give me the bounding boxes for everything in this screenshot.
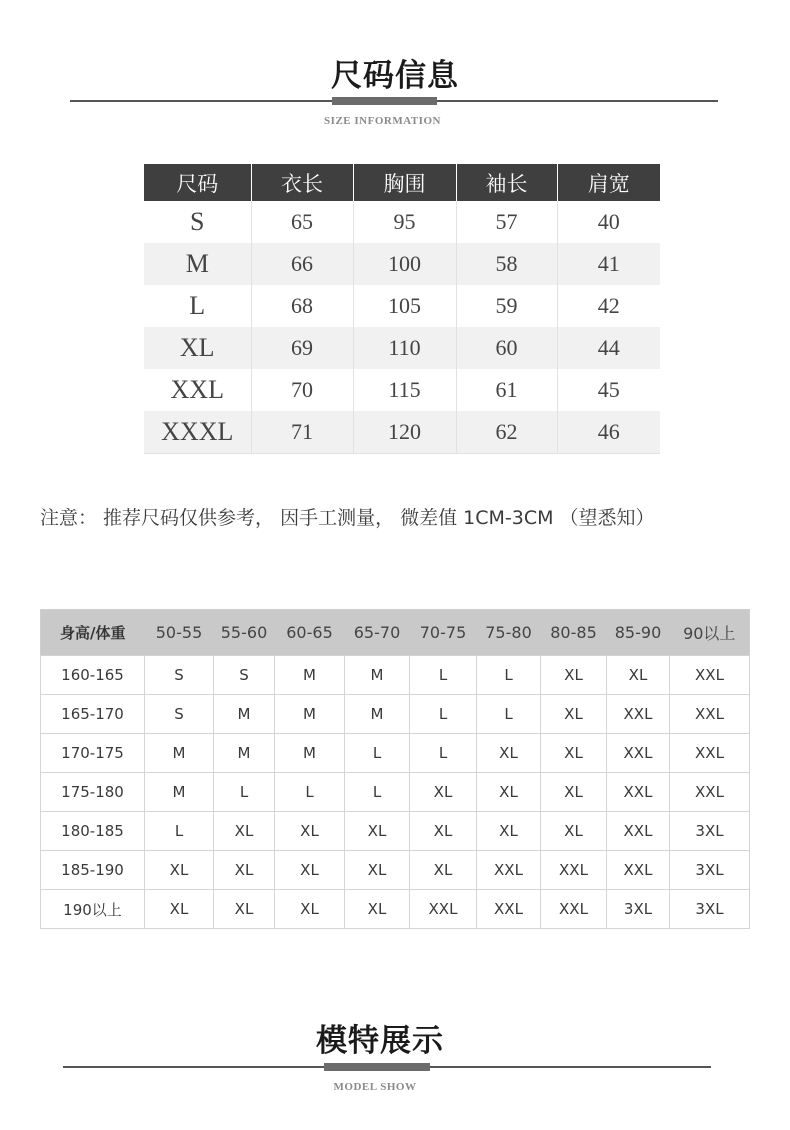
measurement-note: 注意： 推荐尺码仅供参考， 因手工测量， 微差值 1CM-3CM （望悉知）: [40, 507, 655, 529]
model-show-divider-accent: [324, 1063, 430, 1071]
rec-size-cell: XL: [541, 656, 607, 695]
rec-size-cell: M: [345, 656, 410, 695]
rec-size-cell: 3XL: [607, 890, 670, 929]
table-row: [41, 773, 750, 812]
shoulder-cell: 41: [557, 243, 660, 285]
rec-header-weight: 60-65: [275, 610, 345, 656]
rec-size-cell: XXL: [607, 734, 670, 773]
rec-header-weight: 85-90: [607, 610, 670, 656]
rec-size-cell: M: [145, 773, 214, 812]
sleeve-cell: 59: [456, 285, 557, 327]
rec-size-cell: XXL: [607, 695, 670, 734]
rec-size-cell: XL: [541, 773, 607, 812]
rec-size-cell: L: [410, 656, 477, 695]
rec-size-cell: M: [214, 695, 275, 734]
size-table-header-shoulder: 肩宽: [557, 164, 660, 201]
size-info-header: [0, 50, 790, 95]
size-cell: XL: [144, 327, 251, 369]
size-info-divider-accent: [332, 97, 437, 105]
rec-size-cell: XXL: [541, 851, 607, 890]
size-table: [144, 164, 660, 454]
sleeve-cell: 61: [456, 369, 557, 411]
length-cell: 69: [251, 327, 353, 369]
size-cell: S: [190, 207, 205, 236]
rec-size-cell: L: [410, 695, 477, 734]
table-row: [144, 243, 660, 285]
chest-cell: 120: [353, 411, 456, 454]
size-cell: M: [144, 243, 251, 285]
table-row: [41, 851, 750, 890]
rec-size-cell: L: [214, 773, 275, 812]
height-cell: 170-175: [41, 734, 145, 773]
rec-size-cell: XXL: [670, 656, 750, 695]
rec-size-cell: S: [145, 656, 214, 695]
rec-size-cell: XL: [410, 851, 477, 890]
rec-size-cell: XXL: [410, 890, 477, 929]
rec-size-cell: XXL: [670, 695, 750, 734]
rec-header-weight: 65-70: [345, 610, 410, 656]
size-cell: XXXL: [144, 411, 251, 454]
rec-table-header-row: [41, 610, 750, 656]
rec-header-weight: 80-85: [541, 610, 607, 656]
length-cell: 65: [251, 201, 353, 243]
size-table-header-row: [144, 164, 660, 201]
rec-size-cell: L: [345, 734, 410, 773]
rec-header-weight: 90以上: [670, 610, 750, 656]
rec-size-cell: XL: [214, 890, 275, 929]
table-row: [144, 285, 660, 327]
rec-size-cell: XL: [541, 812, 607, 851]
rec-size-cell: XL: [145, 851, 214, 890]
sleeve-cell: 60: [456, 327, 557, 369]
rec-size-cell: XL: [477, 812, 541, 851]
rec-size-cell: XL: [275, 851, 345, 890]
rec-size-cell: XL: [145, 890, 214, 929]
rec-size-cell: XXL: [607, 773, 670, 812]
rec-size-cell: L: [345, 773, 410, 812]
chest-cell: 100: [353, 243, 456, 285]
rec-size-cell: XL: [214, 851, 275, 890]
shoulder-cell: 46: [557, 411, 660, 454]
size-cell: L: [189, 291, 206, 320]
rec-size-cell: L: [275, 773, 345, 812]
sleeve-cell: 57: [456, 201, 557, 243]
size-cell: XXL: [170, 375, 224, 404]
size-recommendation-table: [40, 609, 750, 929]
table-row: [41, 890, 750, 929]
rec-size-cell: L: [477, 656, 541, 695]
height-cell: 190以上: [41, 890, 145, 929]
rec-size-cell: XL: [607, 656, 670, 695]
shoulder-cell: 40: [557, 201, 660, 243]
size-table-header-length: 衣长: [251, 164, 353, 201]
size-table-header-chest: 胸围: [353, 164, 456, 201]
rec-size-cell: XXL: [477, 851, 541, 890]
rec-size-cell: XL: [410, 812, 477, 851]
rec-size-cell: L: [145, 812, 214, 851]
height-cell: 165-170: [41, 695, 145, 734]
rec-size-cell: XXL: [670, 773, 750, 812]
table-row: [144, 327, 660, 369]
length-cell: 68: [251, 285, 353, 327]
model-show-header: [0, 1015, 790, 1060]
rec-size-cell: XL: [541, 695, 607, 734]
rec-size-cell: M: [145, 734, 214, 773]
size-table-header-size: 尺码: [144, 164, 251, 201]
rec-size-cell: XL: [275, 812, 345, 851]
shoulder-cell: 45: [557, 369, 660, 411]
rec-size-cell: L: [477, 695, 541, 734]
rec-size-cell: 3XL: [670, 851, 750, 890]
rec-size-cell: M: [275, 656, 345, 695]
table-row: [144, 369, 660, 411]
rec-size-cell: XL: [541, 734, 607, 773]
table-row: [41, 656, 750, 695]
rec-size-cell: XL: [477, 734, 541, 773]
table-row: [41, 734, 750, 773]
rec-size-cell: XL: [275, 890, 345, 929]
length-cell: 70: [251, 369, 353, 411]
rec-size-cell: M: [345, 695, 410, 734]
shoulder-cell: 42: [557, 285, 660, 327]
rec-size-cell: XL: [410, 773, 477, 812]
size-info-title: 尺码信息: [331, 58, 459, 94]
rec-size-cell: XL: [345, 890, 410, 929]
rec-header-weight: 70-75: [410, 610, 477, 656]
table-row: [144, 411, 660, 454]
chest-cell: 110: [353, 327, 456, 369]
rec-size-cell: XXL: [541, 890, 607, 929]
chest-cell: 105: [353, 285, 456, 327]
chest-cell: 95: [353, 201, 456, 243]
height-cell: 180-185: [41, 812, 145, 851]
sleeve-cell: 58: [456, 243, 557, 285]
rec-size-cell: M: [275, 734, 345, 773]
rec-size-cell: L: [410, 734, 477, 773]
model-show-title: 模特展示: [316, 1023, 444, 1059]
height-cell: 185-190: [41, 851, 145, 890]
rec-size-cell: XXL: [607, 812, 670, 851]
table-row: [41, 812, 750, 851]
rec-size-cell: 3XL: [670, 812, 750, 851]
rec-size-cell: 3XL: [670, 890, 750, 929]
rec-size-cell: S: [214, 656, 275, 695]
rec-header-weight: 50-55: [145, 610, 214, 656]
rec-size-cell: XXL: [607, 851, 670, 890]
rec-size-cell: XL: [214, 812, 275, 851]
rec-header-height-weight: 身高/体重: [41, 610, 145, 656]
rec-header-weight: 55-60: [214, 610, 275, 656]
rec-size-cell: XL: [477, 773, 541, 812]
rec-size-cell: M: [214, 734, 275, 773]
length-cell: 71: [251, 411, 353, 454]
length-cell: 66: [251, 243, 353, 285]
size-info-subtitle: SIZE INFORMATION: [324, 115, 441, 127]
table-row: [41, 695, 750, 734]
rec-size-cell: XXL: [670, 734, 750, 773]
chest-cell: 115: [353, 369, 456, 411]
rec-size-cell: S: [145, 695, 214, 734]
rec-size-cell: XL: [345, 851, 410, 890]
height-cell: 175-180: [41, 773, 145, 812]
shoulder-cell: 44: [557, 327, 660, 369]
height-cell: 160-165: [41, 656, 145, 695]
model-show-subtitle: MODEL SHOW: [333, 1081, 417, 1093]
rec-size-cell: XL: [345, 812, 410, 851]
size-table-header-sleeve: 袖长: [456, 164, 557, 201]
rec-header-weight: 75-80: [477, 610, 541, 656]
table-row: [144, 201, 660, 243]
rec-size-cell: XXL: [477, 890, 541, 929]
rec-size-cell: M: [275, 695, 345, 734]
sleeve-cell: 62: [456, 411, 557, 454]
